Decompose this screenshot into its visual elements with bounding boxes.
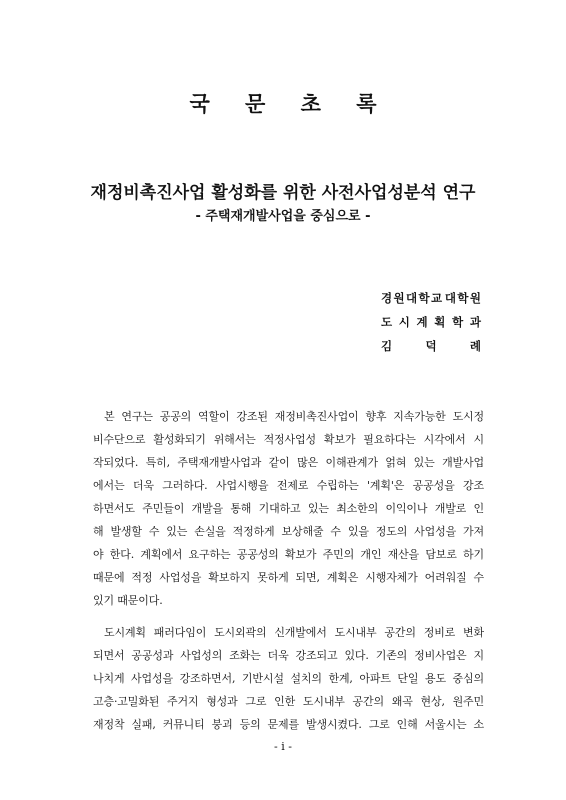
abstract-line: 되면서 공공성과 사업성의 조화는 더욱 강조되고 있다. 기존의 정비사업은 지 <box>93 649 484 662</box>
thesis-subtitle: - 주택재개발사업을 중심으로 - <box>195 209 371 224</box>
abstract-line: 때문에 적정 사업성을 확보하지 못하게 되면, 계획은 시행자체가 어려워질 수 <box>93 571 484 584</box>
author-name-char: 덕 <box>425 339 437 353</box>
abstract-line: 비수단으로 활성화되기 위해서는 적정사업성 확보가 필요하다는 시각에서 시 <box>93 433 484 446</box>
author-school-char: 대 <box>406 291 418 305</box>
author-department-char: 과 <box>469 315 481 329</box>
author-school-char: 원 <box>393 291 405 305</box>
author-department-char: 도 <box>381 315 393 329</box>
thesis-title: 재정비촉진사업 활성화를 위한 사전사업성분석 연구 <box>90 183 476 203</box>
author-name-char: 김 <box>381 339 393 353</box>
abstract-line: 야 한다. 계획에서 요구하는 공공성의 확보가 주민의 개인 재산을 담보로 하기 <box>93 548 484 561</box>
author-school-char: 교 <box>431 291 443 305</box>
author-school-char: 학 <box>457 291 469 305</box>
abstract-line: 작되었다. 특히, 주택재개발사업과 같이 많은 이해관계가 얽혀 있는 개발사업 <box>93 456 484 469</box>
abstract-line: 있기 때문이다. <box>93 594 163 607</box>
page-title: 국 문 초 록 <box>189 92 391 116</box>
author-name-char: 례 <box>469 339 481 353</box>
author-department-char: 계 <box>416 315 428 329</box>
abstract-paragraph-2 <box>82 621 484 736</box>
author-department <box>381 313 481 337</box>
abstract-line: 도시계획 패러다임이 도시외곽의 신개발에서 도시내부 공간의 정비로 변화 <box>104 626 484 639</box>
author-department-char: 학 <box>452 315 464 329</box>
abstract-line: 나치게 사업성을 강조하면서, 기반시설 설치의 한계, 아파트 단일 용도 중심의 <box>93 672 484 685</box>
abstract-line: 하면서도 주민들이 개발을 통해 기대하고 있는 최소한의 이익이나 개발로 인 <box>93 502 484 515</box>
abstract-paragraph-1 <box>82 405 484 612</box>
page-number: - i - <box>274 740 292 753</box>
author-school <box>381 289 481 313</box>
abstract-line: 에서는 더욱 그러하다. 사업시행을 전제로 수립하는 '계획'은 공공성을 강조 <box>93 479 484 492</box>
abstract-line: 본 연구는 공공의 역할이 강조된 재정비촉진사업이 향후 지속가능한 도시정 <box>104 410 484 423</box>
author-school-char: 경 <box>381 291 393 305</box>
abstract-line: 재정착 실패, 커뮤니티 붕괴 등의 문제를 발생시켰다. 그로 인해 서울시는 소 <box>93 718 484 731</box>
abstract-body <box>82 405 484 745</box>
author-name <box>381 337 481 361</box>
abstract-line: 해 발생할 수 있는 손실을 적정하게 보상해줄 수 있을 정도의 사업성을 가져 <box>93 525 484 538</box>
author-school-char: 원 <box>469 291 481 305</box>
author-department-char: 시 <box>398 315 410 329</box>
author-department-char: 획 <box>434 315 446 329</box>
author-school-char: 학 <box>418 291 430 305</box>
abstract-line: 고층·고밀화된 주거지 형성과 그로 인한 도시내부 공간의 왜곡 현상, 원주민 <box>93 695 484 708</box>
author-block <box>381 289 481 361</box>
author-school-char: 대 <box>444 291 456 305</box>
